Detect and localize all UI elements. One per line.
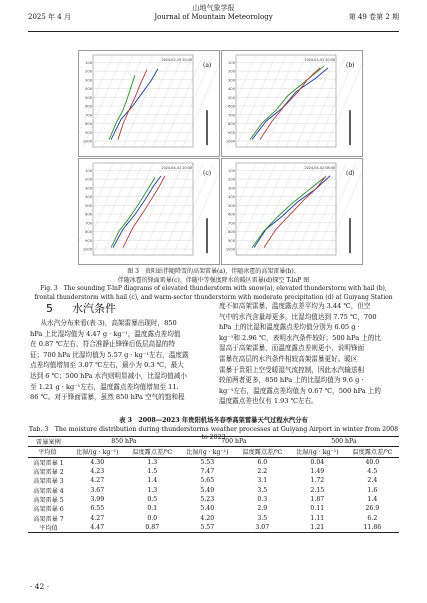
table-cell-value: 2.4: [367, 477, 378, 485]
table-header-case: 雷暴案例: [28, 437, 69, 447]
y-tick-label: 400: [228, 195, 235, 200]
y-tick-label: 300: [228, 186, 235, 191]
y-tick-label: 100: [228, 60, 235, 65]
table-header-850: 850 hPa: [69, 437, 179, 447]
header-date: 2025 年 4 月: [28, 13, 71, 21]
table-subheader-t: 温度露点差/℃: [132, 449, 173, 457]
isotherm-line: [103, 163, 143, 255]
table-cell-value: 3.99: [90, 495, 105, 503]
parcel-curve: [260, 68, 320, 140]
table-subheader-q: 比湿/(g · kg⁻¹): [296, 449, 339, 457]
dewpoint-curve: [111, 178, 155, 248]
isotherm-line: [296, 163, 336, 255]
y-tick-label: 800: [85, 230, 92, 235]
table-cell-value: 1.5: [147, 468, 158, 476]
sounding-plot: [79, 159, 219, 264]
y-tick-label: 700: [228, 221, 235, 226]
table-cell-value: 1.21: [310, 523, 325, 531]
body-left-line: 从水汽分布来看(表 3)，高架雷暴出现时，850: [40, 319, 177, 327]
table-cell-value: 3.5: [257, 486, 268, 494]
y-tick-label: 900: [228, 130, 235, 135]
moisture-table: [28, 436, 399, 533]
isotherm-line: [123, 163, 163, 255]
table-cell-value: 1.3: [147, 486, 158, 494]
isotherm-line: [113, 163, 153, 255]
isotherm-line: [256, 55, 296, 147]
table-cell-value: 3.1: [257, 477, 268, 485]
parcel-curve: [118, 70, 147, 140]
panel-label: (c): [203, 170, 212, 177]
table-cell-case: 高架雷暴 3: [33, 478, 64, 486]
table-cell-case: 高架雷暴 7: [33, 515, 64, 523]
y-tick-label: 400: [228, 87, 235, 92]
sounding-panel-d: [221, 158, 363, 265]
table-row: [28, 476, 399, 485]
table-cell-case: 高架雷暴 2: [33, 469, 64, 477]
isotherm-line: [153, 55, 193, 147]
panel-label: (a): [203, 62, 212, 69]
table-cell-case: 高架雷暴 1: [33, 459, 64, 467]
table-cell-value: 6.2: [367, 514, 378, 522]
table-cell-value: 5.57: [200, 523, 215, 531]
panel-timestamp: 2024-02-19 20:00: [161, 58, 192, 62]
figure-caption-en-2: frontal thunderstorm with hail (c), and warm-sector thunderstorm with moderate precipitation (d) at Guiyang Station: [34, 293, 393, 301]
table-cell-value: 2.15: [310, 486, 325, 494]
table-cell-value: 4.27: [90, 514, 105, 522]
body-left-column: [30, 318, 208, 403]
sounding-plot: [222, 159, 362, 264]
table-cell-value: 5.53: [200, 458, 215, 466]
table-cell-value: 0.87: [145, 523, 160, 531]
isotherm-line: [183, 55, 219, 147]
table-cell-value: 4.27: [90, 477, 105, 485]
table-cell-value: 1.11: [310, 514, 325, 522]
isotherm-line: [236, 55, 276, 147]
table-cell-value: 0.5: [147, 495, 158, 503]
body-right-line: 雷暴于贵阳上空受暖湿气流控制，因此水汽输送相: [219, 365, 365, 374]
y-tick-label: 100: [228, 168, 235, 173]
isotherm-line: [133, 55, 173, 147]
table-cell-value: 4.5: [367, 468, 378, 476]
table-row: [28, 504, 399, 513]
isotherm-line: [123, 55, 163, 147]
table-subheader-q: 比湿/(g · kg⁻¹): [185, 449, 229, 457]
table-subheader-t: 温度露点差/℃: [242, 449, 283, 457]
panel-timestamp: 2024-04-02 08:00: [304, 166, 335, 170]
isotherm-line: [236, 163, 276, 255]
y-tick-label: 600: [85, 104, 92, 109]
table-row: [28, 467, 399, 476]
table-cell-value: 0.3: [257, 495, 268, 503]
table-cell-case: 平均值: [39, 524, 58, 532]
journal-name-cn: 山地气象学报: [192, 4, 235, 12]
table-cell-value: 6.0: [257, 458, 268, 466]
section-heading: [46, 300, 116, 316]
header-rule: [28, 31, 399, 32]
section-number: 5: [46, 302, 53, 315]
table-cell-case: 高架雷暴 6: [33, 506, 64, 514]
header-journal: [28, 4, 399, 22]
isotherm-line: [143, 55, 183, 147]
figure-caption-cn-2: 伴随冰雹的锋面雷暴(c)、伴随中等强度降水的暖区雷暴(d)探空 T-lnP 图: [117, 276, 310, 284]
body-right-line: hPa 上的比湿和温度露点差均值分别为 6.05 g ·: [219, 323, 360, 332]
isotherm-line: [276, 55, 316, 147]
y-tick-label: 900: [85, 130, 92, 135]
body-left-line: 征；700 hPa 比湿均值为 5.57 g · kg⁻¹左右，温度露: [30, 350, 189, 359]
table-subheader-avg: 平均值: [38, 449, 57, 457]
isotherm-line: [286, 163, 326, 255]
table-cell-value: 1.87: [310, 495, 325, 503]
temperature-curve: [113, 176, 161, 248]
table-cell-case: 高架雷暴 4: [33, 487, 64, 495]
table-cell-value: 1.4: [147, 477, 158, 485]
isotherm-line: [246, 55, 286, 147]
table-cell-value: 1.49: [310, 468, 325, 476]
body-left-line: hPa 上比湿均值为 4.47 g · kg⁻¹，温度露点差均值: [30, 329, 181, 338]
table-row: [28, 495, 399, 504]
table-title-cn: 表 3 2008—2023 年贵阳机场冬春季高架雷暴天气过程水汽分布: [119, 417, 308, 424]
y-tick-label: 300: [85, 78, 92, 83]
table-cell-value: 3.67: [90, 486, 105, 494]
page-number: · 42 ·: [30, 582, 50, 591]
temperature-curve: [252, 68, 328, 140]
table-cell-value: 0.11: [310, 505, 325, 513]
isotherm-line: [222, 55, 256, 147]
y-tick-label: 400: [85, 87, 92, 92]
isotherm-line: [163, 163, 203, 255]
isotherm-line: [326, 163, 362, 255]
isotherm-line: [93, 163, 133, 255]
panel-timestamp: 2024-04-01 20:00: [161, 166, 192, 170]
figure-caption-en-1: Fig. 3 The sounding T-lnP diagrams of elevated thunderstorm with snow(a), elevated thunderstorm with hail (b),: [40, 285, 387, 292]
panel-label: (b): [346, 62, 355, 69]
body-left-line: 在 0.87 ℃左右，符合准静止锋锋后低层高湿的特: [30, 340, 175, 349]
parcel-curve: [264, 176, 326, 248]
table-cell-value: 0.1: [147, 505, 158, 513]
y-tick-label: 200: [85, 69, 92, 74]
y-tick-label: 100: [85, 60, 92, 65]
isotherm-line: [153, 163, 193, 255]
table-cell-value: 1.72: [310, 477, 325, 485]
table-title-en: Tab. 3 The moisture distribution during thunderstorms weather processes at Guiyang Airport in winter from 2008 to 2023: [28, 425, 399, 441]
table-cell-value: 2.2: [257, 468, 268, 476]
isotherm-line: [326, 55, 362, 147]
sounding-panel-b: [221, 50, 363, 157]
isotherm-line: [306, 55, 346, 147]
section-title: 水汽条件: [72, 302, 116, 315]
isotherm-line: [79, 163, 113, 255]
table-row: [28, 485, 399, 494]
table-cell-value: 5.23: [200, 495, 215, 503]
table-header-700: 700 hPa: [179, 437, 289, 447]
table-cell-value: 0.0: [147, 514, 158, 522]
panel-label: (d): [346, 170, 355, 177]
table-cell-value: 1.6: [367, 486, 378, 494]
table-cell-value: 26.9: [365, 505, 380, 513]
table-row: [28, 513, 399, 522]
body-right-line: 湿高于高架雷暴，而温度露点差则更小，说明锋面: [219, 344, 365, 353]
table-cell-case: 高架雷暴 5: [33, 496, 64, 504]
y-tick-label: 200: [228, 69, 235, 74]
header-volume: 第 49 卷第 2 期: [348, 13, 399, 21]
y-tick-label: 900: [228, 238, 235, 243]
y-tick-label: 500: [85, 203, 92, 208]
temperature-curve: [254, 176, 330, 248]
table-cell-value: 2.9: [257, 505, 268, 513]
y-tick-label: 600: [85, 212, 92, 217]
table-cell-value: 5.65: [200, 477, 215, 485]
body-right-line: 较前两者更多，850 hPa 上的比湿均值为 9.6 g ·: [219, 376, 364, 385]
table-header-500: 500 hPa: [289, 437, 399, 447]
isotherm-line: [163, 55, 203, 147]
body-left-line: 86 ℃。对于锋面雷暴，虽然 850 hPa 空气的饱和程: [30, 393, 185, 402]
table-cell-value: 7.47: [200, 468, 215, 476]
parcel-curve: [123, 176, 165, 248]
y-tick-label: 500: [228, 203, 235, 208]
dewpoint-curve: [252, 178, 324, 248]
sounding-plot: [222, 51, 362, 156]
figure-caption: [28, 268, 399, 302]
sounding-panel-a: [78, 50, 220, 157]
isotherm-line: [183, 163, 219, 255]
isotherm-line: [93, 55, 133, 147]
isotherm-line: [266, 55, 306, 147]
y-tick-label: 900: [85, 238, 92, 243]
table-cell-value: 11.86: [363, 523, 382, 531]
body-right-line: kg⁻¹和 2.96 ℃，表明水汽条件较好；500 hPa 上的比: [219, 333, 381, 342]
y-tick-label: 400: [85, 195, 92, 200]
y-tick-label: 800: [228, 230, 235, 235]
body-right-column: [219, 301, 399, 407]
isotherm-line: [79, 55, 113, 147]
body-right-line: 温度露点差也仅有 1.93 ℃左右。: [219, 397, 318, 406]
body-right-line: 雷暴在高层的水汽条件相较高架雷暴更好。暖区: [219, 354, 358, 363]
table-cell-value: 4.23: [90, 468, 105, 476]
sounding-plot: [79, 51, 219, 156]
y-tick-label: 300: [228, 78, 235, 83]
figure-caption-cn-1: 图 3 贵阳站伴随降雪的高架雷暴(a)、伴随冰雹的高架雷暴(b)、: [127, 268, 300, 275]
body-right-line: 度不如高架雷暴，温度露点差平均为 3.44 ℃，但空: [219, 302, 371, 310]
isotherm-line: [306, 163, 346, 255]
table-cell-value: 4.20: [200, 514, 215, 522]
isotherm-line: [296, 55, 336, 147]
running-header: [28, 0, 399, 30]
table-row: [28, 523, 399, 533]
isotherm-line: [222, 163, 256, 255]
y-tick-label: 200: [85, 177, 92, 182]
y-tick-label: 700: [85, 113, 92, 118]
y-tick-label: 200: [228, 177, 235, 182]
body-left-line: 至 1.21 g · kg⁻¹左右，温度露点差均值增加至 11.: [30, 382, 179, 391]
isotherm-line: [246, 163, 286, 255]
table-cell-value: 5.49: [200, 486, 215, 494]
table-cell-value: 3.5: [257, 514, 268, 522]
isotherm-line: [103, 55, 143, 147]
isotherm-line: [276, 163, 316, 255]
body-left-line: 达到 6 ℃；500 hPa 水汽则明显减小，比湿均值减小: [30, 371, 187, 380]
y-tick-label: 1000: [82, 247, 92, 252]
y-tick-label: 1000: [225, 139, 235, 144]
y-tick-label: 500: [228, 95, 235, 100]
body-right-line: 气中的水汽含量却更多，比湿均值达到 7.75 ℃，700: [219, 312, 377, 321]
y-tick-label: 800: [228, 122, 235, 127]
y-tick-label: 600: [228, 212, 235, 217]
y-tick-label: 500: [85, 95, 92, 100]
table-subheader-q: 比湿/(g · kg⁻¹): [75, 449, 119, 457]
y-tick-label: 600: [228, 104, 235, 109]
sounding-panel-c: [78, 158, 220, 265]
panel-timestamp: 2024-03-01 20:00: [304, 58, 335, 62]
table-cell-value: 1.4: [367, 495, 378, 503]
y-tick-label: 700: [228, 113, 235, 118]
isotherm-line: [143, 163, 183, 255]
table-cell-value: 4.30: [90, 458, 105, 466]
body-left-line: 点差均值增加至 3.07 ℃左右，最小为 0.3 ℃，最大: [30, 361, 184, 370]
table-cell-value: 1.3: [147, 458, 158, 466]
table-subheader-t: 温度露点差/℃: [352, 449, 393, 457]
y-tick-label: 300: [85, 186, 92, 191]
table-cell-value: 0.04: [310, 458, 325, 466]
table-cell-value: 3.07: [255, 523, 270, 531]
journal-name-en: Journal of Mountain Meteorology: [154, 13, 273, 21]
y-tick-label: 800: [85, 122, 92, 127]
table-cell-value: 5.40: [200, 505, 215, 513]
y-tick-label: 700: [85, 221, 92, 226]
body-right-line: kg⁻¹左右，温度露点差均值为 0.67 ℃，500 hPa 上的: [219, 386, 381, 395]
y-tick-label: 100: [85, 168, 92, 173]
table-row: [28, 457, 399, 467]
y-tick-label: 1000: [82, 139, 92, 144]
table-cell-value: 6.55: [90, 505, 105, 513]
y-tick-label: 1000: [225, 247, 235, 252]
table-cell-value: 4.47: [90, 523, 105, 531]
table-cell-value: 40.0: [365, 458, 380, 466]
